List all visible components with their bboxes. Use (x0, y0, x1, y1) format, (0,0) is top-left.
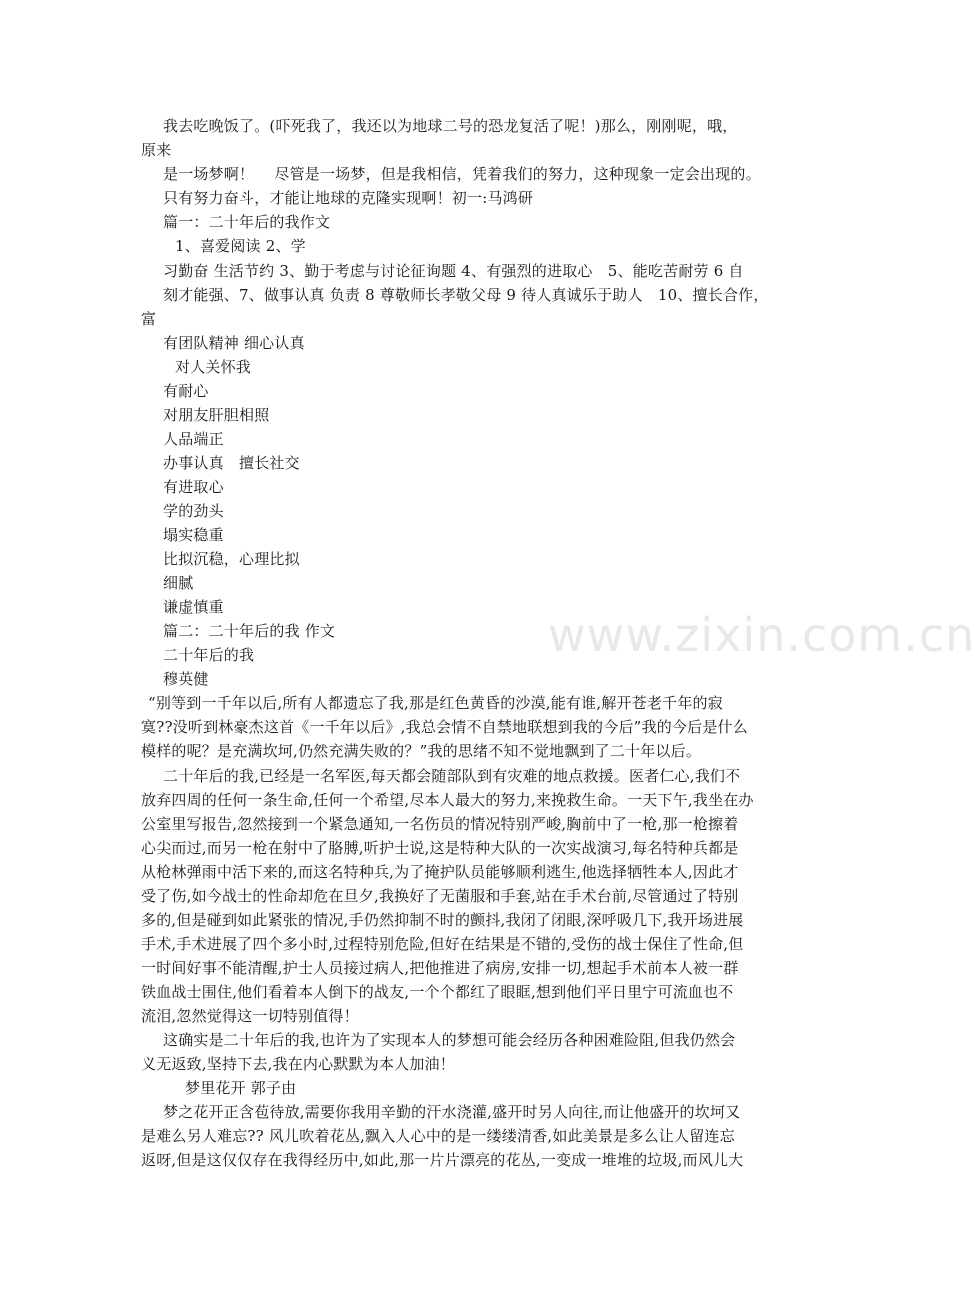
text-line: 这确实是二十年后的我,也许为了实现本人的梦想可能会经历各种困难险阻,但我仍然会 (163, 1031, 736, 1049)
text-line: 1、喜爱阅读 2、学 (175, 237, 306, 255)
text-line: 多的,但是碰到如此紧张的情况,手仍然抑制不时的颤抖,我闭了闭眼,深呼吸几下,我开场进展 (141, 911, 744, 929)
text-line: 塌实稳重 (163, 526, 224, 544)
text-line: 细腻 (163, 574, 194, 592)
text-line: 学的劲头 (163, 502, 224, 520)
text-line: 流泪,忽然觉得这一切特别值得！ (141, 1007, 359, 1025)
text-line: 放弃四周的任何一条生命,任何一个希望,尽本人最大的努力,来挽救生命。一天下午,我坐在办 (141, 791, 754, 809)
text-line: 刻才能强、7、做事认真 负责 8 尊敬师长孝敬父母 9 待人真诚乐于助人 10、擅长合作， (163, 286, 769, 304)
text-line: 谦虚慎重 (163, 598, 224, 616)
text-line: 梦之花开正含苞待放,需要你我用辛勤的汗水浇灌,盛开时另人向往,而让他盛开的坎坷又 (163, 1103, 741, 1121)
text-line: 习勤奋 生活节约 3、勤于考虑与讨论征询题 4、有强烈的进取心 5、能吃苦耐劳 6 自 (163, 262, 744, 280)
text-line: 我去吃晚饭了。(吓死我了，我还以为地球二号的恐龙复活了呢！)那么，刚刚呢，哦， (163, 117, 738, 135)
text-line: 人品端正 (163, 430, 224, 448)
text-line: 办事认真 擅长社交 (163, 454, 300, 472)
text-line: 比拟沉稳，心理比拟 (163, 550, 300, 568)
text-line: 只有努力奋斗，才能让地球的克隆实现啊！初一:马鸿研 (163, 189, 534, 207)
text-line: 原来 (141, 141, 172, 159)
text-line: 铁血战士围住,他们看着本人倒下的战友,一个个都红了眼眶,想到他们平日里宁可流血也不 (141, 983, 734, 1001)
essay-title: 梦里花开 郭子由 (185, 1079, 297, 1097)
text-line: 对人关怀我 (175, 358, 252, 376)
essay-title: 二十年后的我 (163, 646, 255, 664)
text-line: 二十年后的我,已经是一名军医,每天都会随部队到有灾难的地点救援。医者仁心,我们不 (163, 767, 741, 785)
text-line: 寞??没听到林豪杰这首《一千年以后》,我总会情不自禁地联想到我的今后”我的今后是什么 (141, 718, 748, 736)
text-line: 返呀,但是这仅仅存在我得经历中,如此,那一片片漂亮的花丛,一变成一堆堆的垃圾,而风儿大 (141, 1151, 744, 1169)
text-line: 义无返致,坚持下去,我在内心默默为本人加油！ (141, 1055, 455, 1073)
text-line: 从枪林弹雨中活下来的,而这名特种兵,为了掩护队员能够顺利逃生,他选择牺牲本人,因此才 (141, 863, 739, 881)
text-line: “别等到一千年以后,所有人都遗忘了我,那是红色黄昏的沙漠,能有谁,解开苍老千年的寂 (148, 694, 723, 712)
text-line: 公室里写报告,忽然接到一个紧急通知,一名伤员的情况特别严峻,胸前中了一枪,那一枪擦着 (141, 815, 739, 833)
watermark: www.zixin.com.cn (548, 608, 975, 662)
text-line: 有耐心 (163, 382, 209, 400)
text-line: 受了伤,如今战士的性命却危在旦夕,我换好了无菌服和手套,站在手术台前,尽管通过了特别 (141, 887, 739, 905)
text-line: 富 (141, 310, 157, 328)
text-line: 对朋友肝胆相照 (163, 406, 270, 424)
text-line: 手术,手术进展了四个多小时,过程特别危险,但好在结果是不错的,受伤的战士保住了性命,但 (141, 935, 744, 953)
text-line: 是难么另人难忘?? 风儿吹着花丛,飘入人心中的是一缕缕清香,如此美景是多么让人留连忘 (141, 1127, 735, 1145)
section-heading: 篇一：二十年后的我作文 (163, 213, 331, 231)
section-heading: 篇二：二十年后的我 作文 (163, 622, 336, 640)
text-line: 有进取心 (163, 478, 224, 496)
essay-author: 穆英健 (163, 670, 209, 688)
text-line: 有团队精神 细心认真 (163, 334, 305, 352)
text-line: 心尖而过,而另一枪在射中了胳膊,听护士说,这是特种大队的一次实战演习,每名特种兵都是 (141, 839, 739, 857)
text-line: 一时间好事不能清醒,护士人员接过病人,把他推进了病房,安排一切,想起手术前本人被一群 (141, 959, 739, 977)
text-line: 模样的呢？是充满坎坷,仍然充满失败的？”我的思绪不知不觉地飘到了二十年以后。 (141, 742, 702, 760)
text-line: 是一场梦啊！ 尽管是一场梦，但是我相信，凭着我们的努力，这种现象一定会出现的。 (163, 165, 761, 183)
